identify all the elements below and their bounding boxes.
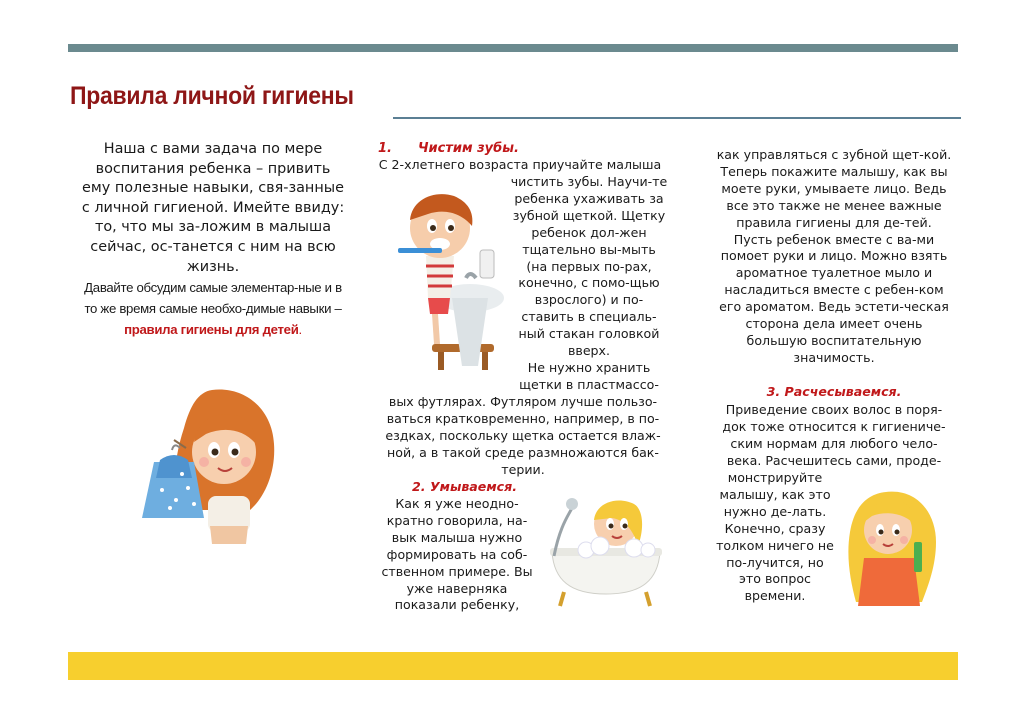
section3-text-beside: монстрируйте малышу, как это нужно де-лать. Конечно, сразу толком ничего не по-лучится, но это вопрос времени.: [716, 470, 834, 604]
section2-heading: 2. Умываемся.: [412, 479, 517, 494]
section2-text: Как я уже неодно-кратно говорила, на-вык малыша нужно формировать на соб-ственном примере. Вы уже наверняка показали ребенку,: [381, 496, 533, 613]
page-title: Правила личной гигиены: [70, 82, 354, 110]
section3-text: Приведение своих волос в поря-док тоже относится к гигиениче-ским нормам для любого чело-века. Расчешитесь сами, проде-: [722, 402, 946, 468]
child-washing-illustration: [546, 496, 666, 610]
girl-with-dress-illustration: [134, 378, 288, 548]
intro-small-lead: Давайте обсудим самые элементар-ные и в то же время самые необхо-димые навыки –: [84, 280, 342, 317]
section1-heading: [378, 141, 519, 156]
section2-continuation: как управляться с зубной щет-кой. Теперь покажите малышу, как вы моете руки, умываете лицо. Ведь все это также не менее важные правила гигиены для де-тей. Пусть ребенок вместе с ва-ми помоет руки и лицо. Можно взять ароматное туалетное мыло и насладиться вместе с ребен-ком его ароматом. Ведь эстети-ческая сторона дела имеет очень большую воспитательную значимость.: [716, 147, 952, 365]
intro-text: Наша с вами задача по мере воспитания ребенка – привить ему полезные навыки, свя-занные с личной гигиеной. Имейте ввиду: то, что мы за-ложим в малыша сейчас, ос-танется с ним на всю жизнь.: [81, 141, 345, 275]
intro-highlight: правила гигиены для детей: [124, 322, 299, 338]
boy-brushing-teeth-illustration: [392, 186, 522, 372]
section1-storage-text: вых футлярах. Футляром лучше пользо-ваться кратковременно, например, в по-ездках, поскольку щетка остается влаж-ной, а в такой среде размножаются бак-терии.: [385, 394, 661, 477]
section1-title: Чистим зубы.: [418, 141, 519, 156]
section1-number: 1.: [378, 141, 392, 156]
section3-heading: 3. Расчесываемся.: [766, 384, 902, 399]
intro-end-dot: .: [298, 322, 302, 338]
title-underline: [393, 117, 961, 119]
section1-storage-beside: Не нужно хранить щетки в пластмассо-: [519, 360, 659, 392]
top-decor-bar: [68, 44, 958, 52]
section1-lead: С 2-хлетнего возраста приучайте малыша: [378, 157, 662, 172]
intro-small-text: [80, 277, 346, 340]
girl-combing-hair-illustration: [836, 486, 946, 612]
section1-text-beside: чистить зубы. Научи-те ребенка ухаживать за зубной щеткой. Щетку ребенок дол-жен тщательно вы-мыть (на первых по-рах, конечно, с помо-щью взрослого) и по-ставить в специаль-ный стакан головкой вверх.: [510, 174, 668, 359]
bottom-decor-bar: [68, 652, 958, 680]
intro-block: [80, 140, 346, 340]
